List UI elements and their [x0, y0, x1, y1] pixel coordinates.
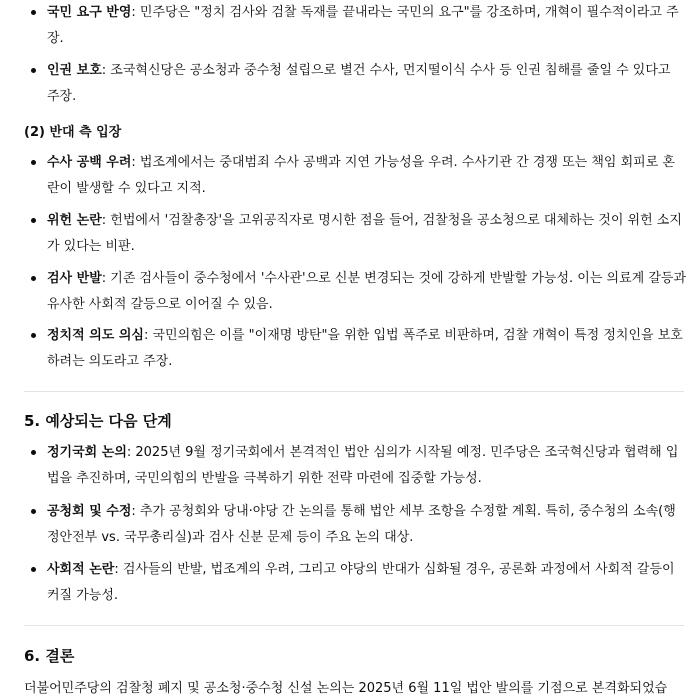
list-item — [47, 208, 687, 260]
item-text: : 조국혁신당은 공소청과 중수청 설립으로 별건 수사, 먼지떨이식 수사 등 인권 침해를 줄일 수 있다고 주장. — [47, 63, 671, 104]
list-item — [47, 440, 687, 492]
item-text: : 헌법에서 '검찰총장'을 고위공직자로 명시한 점을 들어, 검찰청을 공소청으로 대체하는 것이 위헌 소지가 있다는 비판. — [47, 213, 682, 254]
list-item — [47, 150, 687, 202]
section-heading: 5. 예상되는 다음 단계 — [24, 412, 172, 430]
item-term: 공청회 및 수정 — [47, 504, 132, 519]
item-term: 인권 보호 — [47, 63, 102, 78]
item-text: : 국민의힘은 이를 "이재명 방탄"을 위한 입법 폭주로 비판하며, 검찰 개혁이 특정 정치인을 보호하려는 의도라고 주장. — [47, 328, 683, 369]
item-text: : 2025년 9월 정기국회에서 본격적인 법안 심의가 시작될 예정. 민주당은 조국혁신당과 협력해 입법을 추진하며, 국민의힘의 반발을 극복하기 위한 전략 마련에 집중할 가능성. — [47, 445, 679, 486]
item-text: : 기존 검사들이 중수청에서 '수사관'으로 신분 변경되는 것에 강하게 반발할 가능성. 이는 의료계 갈등과 유사한 사회적 갈등으로 이어질 수 있음. — [47, 271, 687, 312]
conclusion-paragraph: 더불어민주당의 검찰청 폐지 및 공소청·중수청 신설 논의는 2025년 6월 11일 법안 발의를 기점으로 본격화되었습 — [24, 681, 668, 696]
item-term: 사회적 논란 — [47, 562, 115, 577]
item-term: 정기국회 논의 — [47, 445, 127, 460]
item-term: 정치적 의도 의심 — [47, 328, 144, 343]
section-divider — [24, 391, 684, 392]
item-text: : 민주당은 "정치 검사와 검찰 독재를 끝내라는 국민의 요구"를 강조하며, 개혁이 필수적이라고 주장. — [47, 5, 679, 46]
section-divider — [24, 625, 684, 626]
item-term: 위헌 논란 — [47, 213, 102, 228]
list-item — [47, 323, 687, 375]
section-heading: 6. 결론 — [24, 647, 75, 665]
item-term: 검사 반발 — [47, 271, 102, 286]
list-item — [47, 557, 687, 609]
list-item — [47, 266, 687, 318]
item-term: 수사 공백 우려 — [47, 155, 132, 170]
subsection-heading: (2) 반대 측 입장 — [24, 125, 122, 140]
list-item — [47, 58, 687, 110]
item-text: : 검사들의 반발, 법조계의 우려, 그리고 야당의 반대가 심화될 경우, 공론화 과정에서 사회적 갈등이 커질 가능성. — [47, 562, 675, 603]
item-text: : 법조계에서는 중대범죄 수사 공백과 지연 가능성을 우려. 수사기관 간 경쟁 또는 책임 회피로 혼란이 발생할 수 있다고 지적. — [47, 155, 675, 196]
item-term: 국민 요구 반영 — [47, 5, 132, 20]
list-item — [47, 499, 687, 551]
item-text: : 추가 공청회와 당내·야당 간 논의를 통해 법안 세부 조항을 수정할 계획. 특히, 중수청의 소속(행정안전부 vs. 국무총리실)과 검사 신분 문제 등이 주요 논의 대상. — [47, 504, 676, 545]
list-item — [47, 0, 687, 52]
